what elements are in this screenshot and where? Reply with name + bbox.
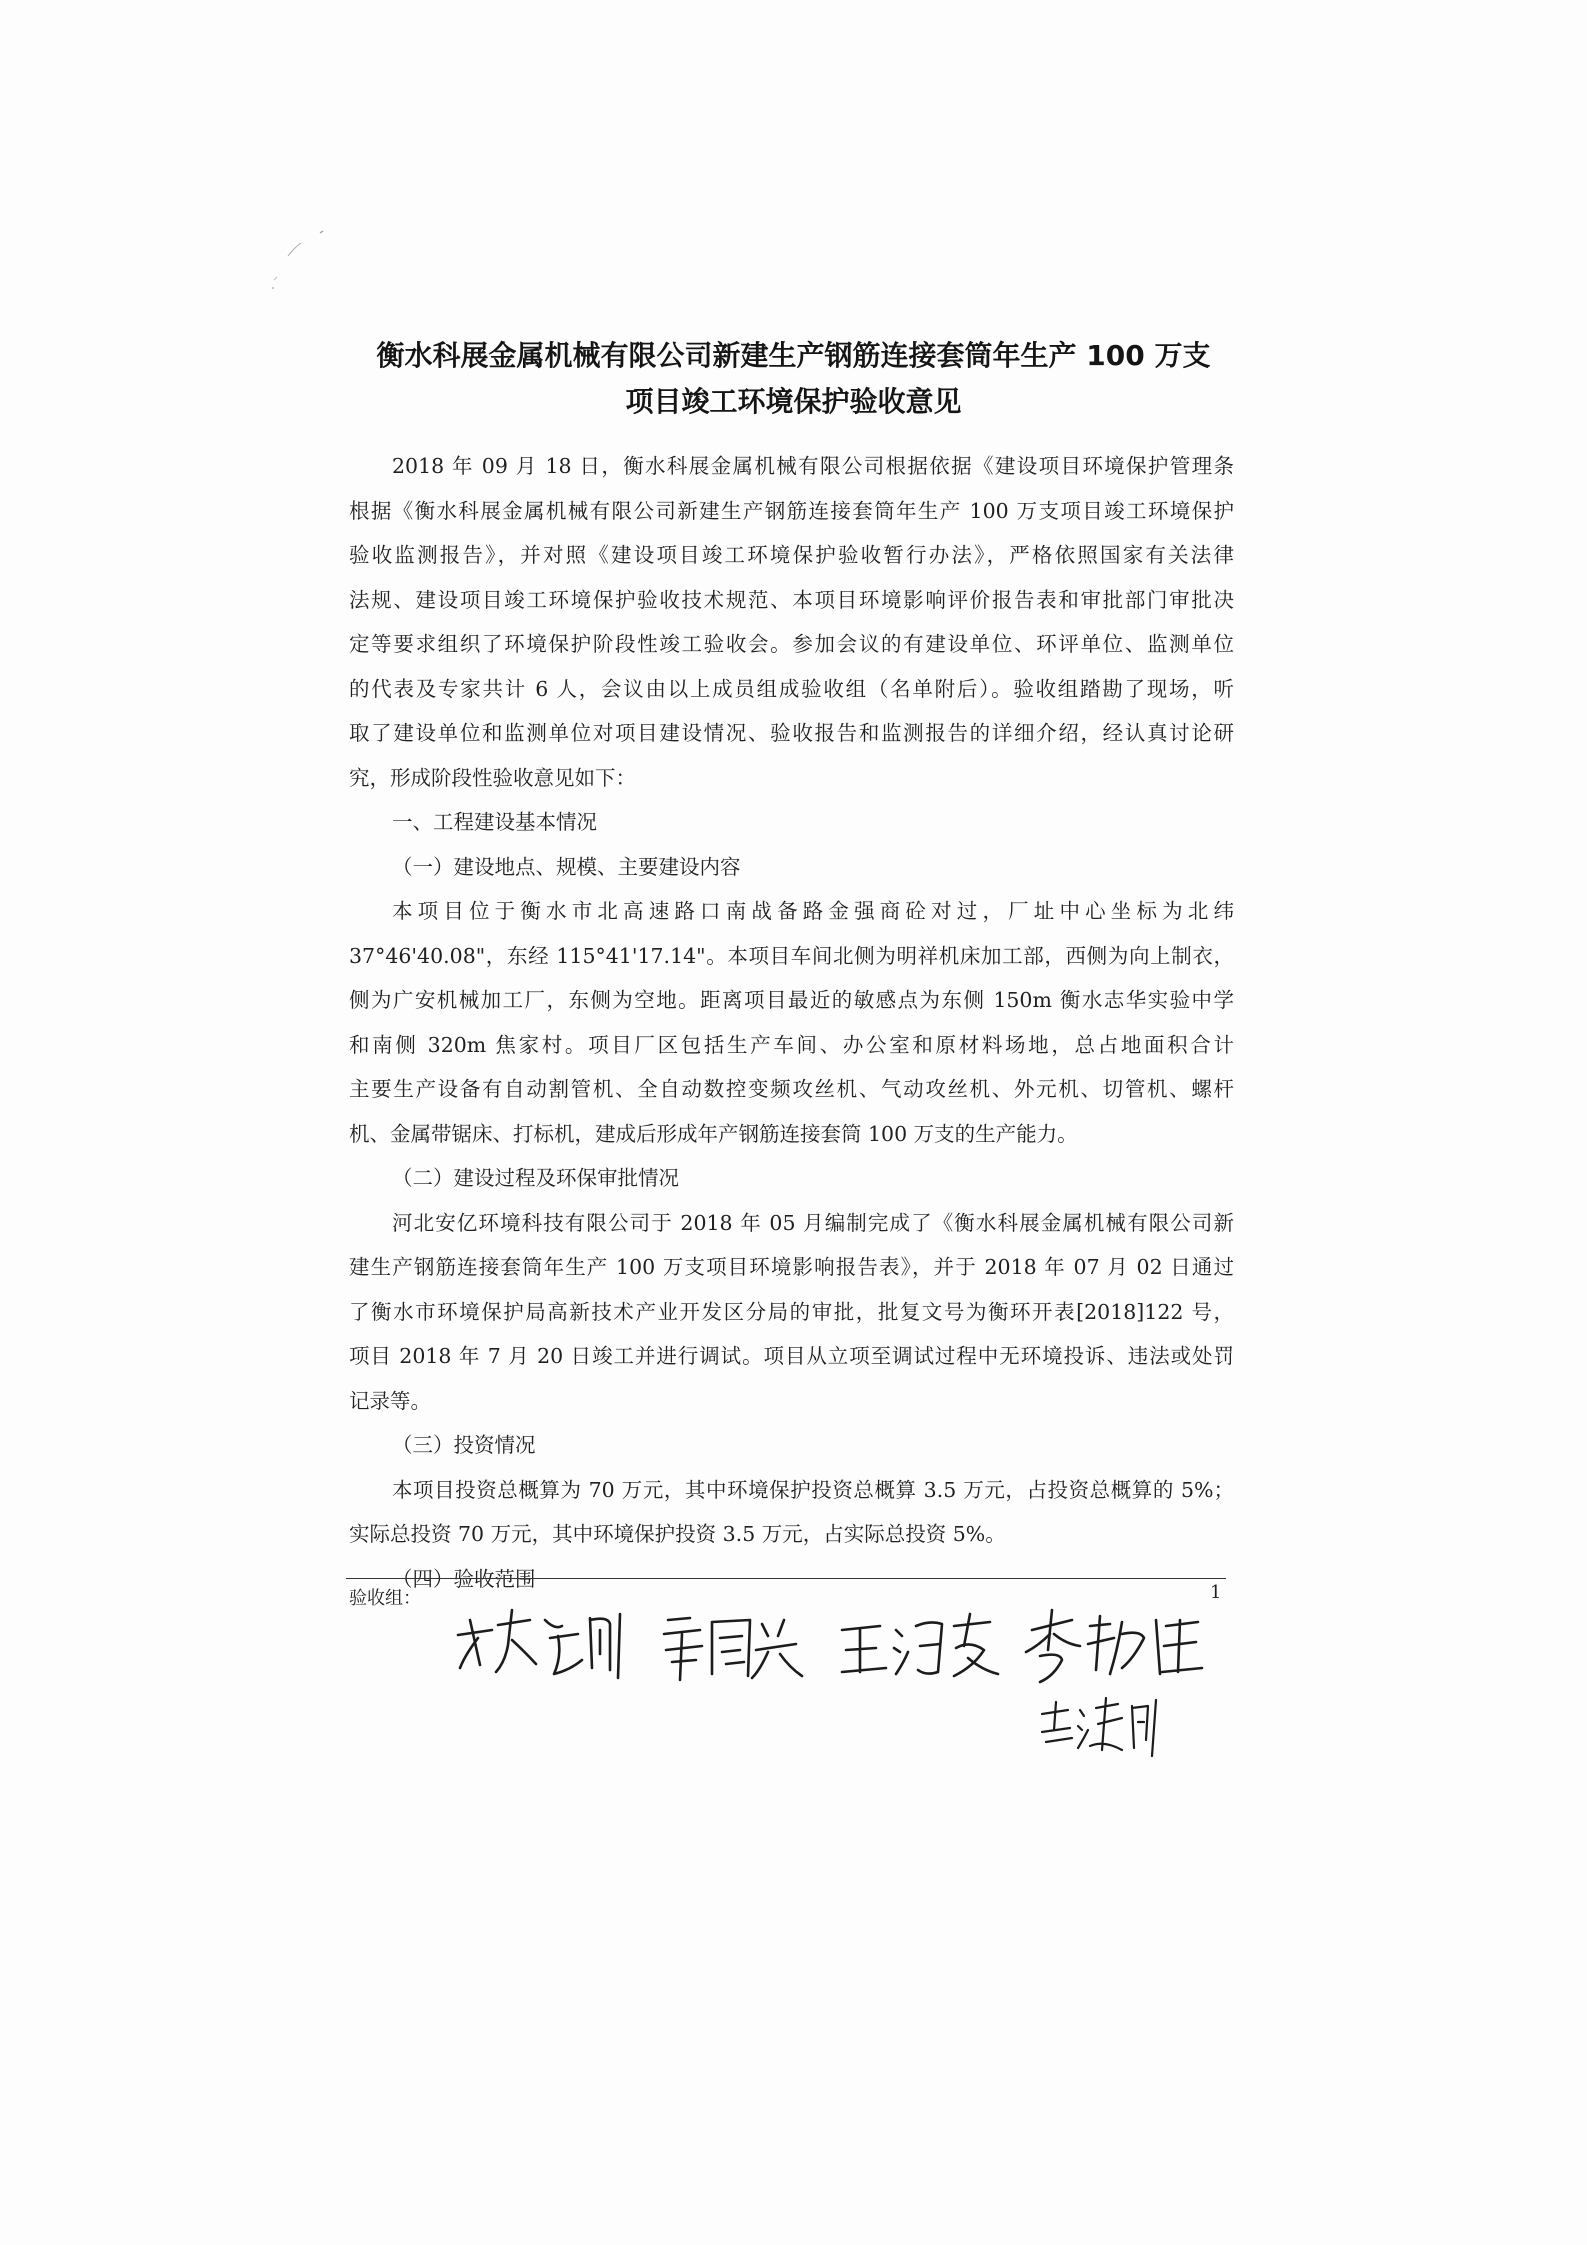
signature-5 bbox=[1042, 1698, 1156, 1756]
body-line: 验收监测报告》，并对照《建设项目竣工环境保护验收暂行办法》，严格依照国家有关法律 bbox=[349, 543, 1234, 567]
signature-4 bbox=[1026, 1610, 1202, 1682]
body-line: 机、金属带锯床、打标机，建成后形成年产钢筋连接套筒 100 万支的生产能力。 bbox=[349, 1121, 1078, 1146]
body-line: 法规、建设项目竣工环境保护验收技术规范、本项目环境影响评价报告表和审批部门审批决 bbox=[349, 587, 1234, 612]
body-line: 37°46'40.08"，东经 115°41'17.14"。本项目车间北侧为明祥机床加工部，西侧为向上制衣， bbox=[349, 943, 1234, 968]
signature-1 bbox=[458, 1610, 620, 1678]
body-line: 取了建设单位和监测单位对项目建设情况、验收报告和监测报告的详细介绍，经认真讨论研 bbox=[349, 721, 1234, 745]
section-heading: 一、工程建设基本情况 bbox=[392, 810, 597, 834]
body-line: 和南侧 320m 焦家村。项目厂区包括生产车间、办公室和原材料场地，总占地面积合计 bbox=[349, 1032, 1234, 1057]
footer-divider bbox=[346, 1578, 1226, 1579]
body-line: 究，形成阶段性验收意见如下： bbox=[349, 765, 636, 790]
handwritten-signatures bbox=[450, 1590, 1210, 1770]
body-line: 的代表及专家共计 6 人，会议由以上成员组成验收组（名单附后）。验收组踏勘了现场，听 bbox=[349, 676, 1234, 701]
body-line: 根据《衡水科展金属机械有限公司新建生产钢筋连接套筒年生产 100 万支项目竣工环境保护 bbox=[349, 498, 1234, 523]
body-line: 项目 2018 年 7 月 20 日竣工并进行调试。项目从立项至调试过程中无环境投诉、违法或处罚 bbox=[349, 1344, 1234, 1368]
signature-3 bbox=[842, 1614, 998, 1676]
signature-2 bbox=[664, 1618, 802, 1680]
body-line: 定等要求组织了环境保护阶段性竣工验收会。参加会议的有建设单位、环评单位、监测单位 bbox=[349, 632, 1234, 656]
body-line: 侧为广安机械加工厂，东侧为空地。距离项目最近的敏感点为东侧 150m 衡水志华实验中学 bbox=[349, 988, 1234, 1012]
subsection-heading: （一）建设地点、规模、主要建设内容 bbox=[392, 854, 741, 879]
document-body bbox=[349, 444, 1234, 1601]
body-line: 实际总投资 70 万元，其中环境保护投资 3.5 万元，占实际总投资 5%。 bbox=[349, 1522, 1006, 1546]
body-line: 了衡水市环境保护局高新技术产业开发区分局的审批，批复文号为衡环开表[2018]122 号， bbox=[349, 1299, 1234, 1324]
body-line: 主要生产设备有自动割管机、全自动数控变频攻丝机、气动攻丝机、外元机、切管机、螺杆 bbox=[349, 1077, 1234, 1101]
subsection-heading: （二）建设过程及环保审批情况 bbox=[392, 1166, 679, 1190]
document-title-line-2: 项目竣工环境保护验收意见 bbox=[625, 385, 962, 418]
scan-artifact-mark bbox=[268, 228, 328, 298]
body-line: 2018 年 09 月 18 日，衡水科展金属机械有限公司根据依据《建设项目环境保护管理条 bbox=[392, 454, 1234, 478]
body-line: 记录等。 bbox=[349, 1388, 431, 1413]
body-line: 本项目位于衡水市北高速路口南战备路金强商砼对过，厂址中心坐标为北纬 bbox=[392, 899, 1234, 923]
subsection-heading: （三）投资情况 bbox=[392, 1433, 536, 1457]
document-title-line-1: 衡水科展金属机械有限公司新建生产钢筋连接套筒年生产 100 万支 bbox=[376, 339, 1211, 372]
subsection-heading: （四）验收范围 bbox=[392, 1566, 536, 1591]
body-line: 建生产钢筋连接套筒年生产 100 万支项目环境影响报告表》，并于 2018 年 07 月 02 日通过 bbox=[349, 1255, 1234, 1279]
page-number: 1 bbox=[1210, 1582, 1222, 1603]
body-line: 本项目投资总概算为 70 万元，其中环境保护投资总概算 3.5 万元，占投资总概算的 5%； bbox=[392, 1477, 1234, 1502]
body-line: 河北安亿环境科技有限公司于 2018 年 05 月编制完成了《衡水科展金属机械有限公司新 bbox=[392, 1210, 1234, 1235]
acceptance-group-label: 验收组： bbox=[349, 1588, 421, 1609]
